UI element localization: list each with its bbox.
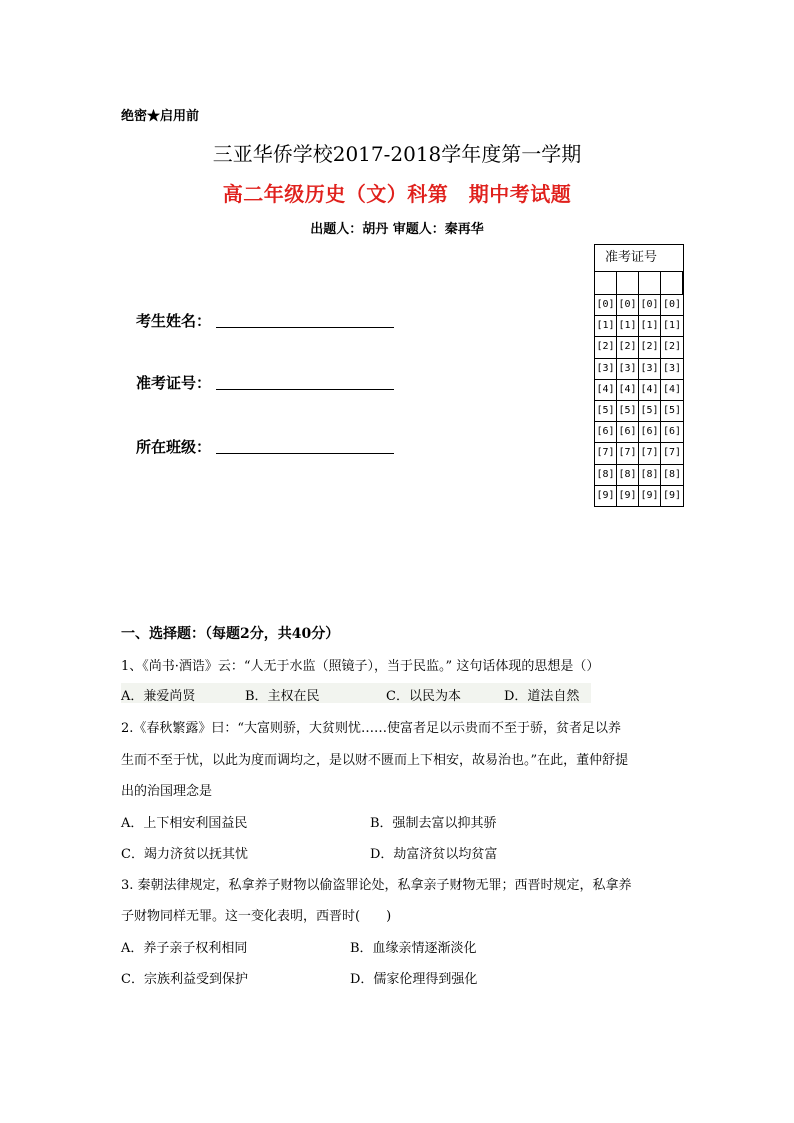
digit-bubble[interactable]: [2] bbox=[617, 336, 639, 357]
question-3-text-line-1: 3. 秦朝法律规定，私拿养子财物以偷盗罪论处，私拿亲子财物无罪；西晋时规定，私拿养 bbox=[121, 878, 632, 893]
digit-bubble[interactable]: [1] bbox=[617, 315, 639, 336]
admission-number-field[interactable] bbox=[216, 389, 394, 390]
digit-bubble[interactable]: [2] bbox=[639, 336, 661, 357]
digit-bubble[interactable]: [0] bbox=[639, 294, 661, 315]
digit-bubble[interactable]: [8] bbox=[595, 464, 617, 485]
question-3-text-line-2: 子财物同样无罪。这一变化表明，西晋时( ) bbox=[121, 909, 392, 924]
question-2-option-c[interactable]: C．竭力济贫以抚其忧 bbox=[121, 847, 248, 862]
digit-bubble[interactable]: [5] bbox=[617, 400, 639, 421]
digit-bubble[interactable]: [3] bbox=[661, 358, 683, 379]
digit-entry-cell[interactable] bbox=[595, 272, 617, 294]
class-field[interactable] bbox=[216, 453, 394, 454]
class-label: 所在班级： bbox=[136, 438, 212, 456]
digit-bubble[interactable]: [3] bbox=[617, 358, 639, 379]
question-1-option-a[interactable]: A．兼爱尚贤 bbox=[121, 689, 196, 704]
digit-entry-cell[interactable] bbox=[639, 272, 661, 294]
digit-bubble[interactable]: [4] bbox=[595, 379, 617, 400]
question-3-option-c[interactable]: C．宗族利益受到保护 bbox=[121, 972, 248, 987]
digit-bubble[interactable]: [3] bbox=[639, 358, 661, 379]
admission-grid-body bbox=[595, 272, 683, 506]
digit-bubble[interactable]: [1] bbox=[639, 315, 661, 336]
question-2-text-line-3: 出的治国理念是 bbox=[121, 784, 213, 799]
digit-bubble[interactable]: [0] bbox=[595, 294, 617, 315]
digit-bubble[interactable]: [0] bbox=[617, 294, 639, 315]
digit-bubble[interactable]: [9] bbox=[661, 485, 683, 506]
admission-number-label: 准考证号： bbox=[136, 374, 212, 392]
digit-entry-cell[interactable] bbox=[661, 272, 683, 294]
digit-bubble[interactable]: [1] bbox=[661, 315, 683, 336]
digit-bubble[interactable]: [9] bbox=[617, 485, 639, 506]
digit-bubble[interactable]: [0] bbox=[661, 294, 683, 315]
digit-bubble[interactable]: [2] bbox=[661, 336, 683, 357]
school-title: 三亚华侨学校2017-2018学年度第一学期 bbox=[212, 142, 582, 166]
section-heading: 一、选择题：（每题2分，共40分） bbox=[121, 626, 340, 642]
digit-bubble[interactable]: [9] bbox=[595, 485, 617, 506]
question-1-option-d[interactable]: D．道法自然 bbox=[504, 689, 580, 704]
digit-entry-cell[interactable] bbox=[617, 272, 639, 294]
question-2-option-d[interactable]: D．劫富济贫以均贫富 bbox=[370, 847, 498, 862]
digit-bubble[interactable]: [7] bbox=[617, 442, 639, 463]
digit-bubble[interactable]: [8] bbox=[639, 464, 661, 485]
authors-line: 出题人：胡丹 审题人：秦再华 bbox=[310, 222, 484, 237]
admission-grid-title: 准考证号 bbox=[595, 245, 683, 272]
digit-bubble[interactable]: [7] bbox=[595, 442, 617, 463]
question-1-option-c[interactable]: C．以民为本 bbox=[386, 689, 461, 704]
digit-bubble[interactable]: [7] bbox=[661, 442, 683, 463]
digit-bubble[interactable]: [9] bbox=[639, 485, 661, 506]
digit-bubble[interactable]: [8] bbox=[661, 464, 683, 485]
question-2-text-line-2: 生而不至于忧，以此为度而调均之，是以财不匮而上下相安，故易治也。”在此，董仲舒提 bbox=[121, 753, 629, 768]
digit-bubble[interactable]: [2] bbox=[595, 336, 617, 357]
digit-bubble[interactable]: [6] bbox=[661, 421, 683, 442]
digit-bubble[interactable]: [6] bbox=[595, 421, 617, 442]
question-3-option-a[interactable]: A．养子亲子权利相同 bbox=[121, 941, 248, 956]
digit-bubble[interactable]: [5] bbox=[639, 400, 661, 421]
question-2-option-b[interactable]: B．强制去富以抑其骄 bbox=[370, 816, 497, 831]
admission-number-grid bbox=[594, 244, 684, 507]
question-3-option-d[interactable]: D．儒家伦理得到强化 bbox=[350, 972, 478, 987]
digit-bubble[interactable]: [3] bbox=[595, 358, 617, 379]
digit-bubble[interactable]: [7] bbox=[639, 442, 661, 463]
question-1-option-b[interactable]: B．主权在民 bbox=[245, 689, 320, 704]
question-3-option-b[interactable]: B．血缘亲情逐渐淡化 bbox=[350, 941, 477, 956]
exam-title: 高二年级历史（文）科第 期中考试题 bbox=[222, 182, 572, 206]
digit-bubble[interactable]: [5] bbox=[595, 400, 617, 421]
digit-bubble[interactable]: [4] bbox=[661, 379, 683, 400]
digit-bubble[interactable]: [6] bbox=[639, 421, 661, 442]
digit-bubble[interactable]: [6] bbox=[617, 421, 639, 442]
question-2-option-a[interactable]: A．上下相安利国益民 bbox=[121, 816, 248, 831]
digit-bubble[interactable]: [1] bbox=[595, 315, 617, 336]
digit-bubble[interactable]: [5] bbox=[661, 400, 683, 421]
name-label: 考生姓名： bbox=[136, 312, 212, 330]
secret-mark: 绝密★启用前 bbox=[121, 109, 200, 124]
question-2-text-line-1: 2.《春秋繁露》曰：“大富则骄，大贫则忧……使富者足以示贵而不至于骄，贫者足以养 bbox=[121, 721, 622, 736]
digit-bubble[interactable]: [8] bbox=[617, 464, 639, 485]
question-1-text: 1、《尚书·酒诰》云：“人无于水监（照镜子），当于民监。” 这句话体现的思想是（） bbox=[121, 659, 600, 674]
digit-bubble[interactable]: [4] bbox=[617, 379, 639, 400]
digit-bubble[interactable]: [4] bbox=[639, 379, 661, 400]
name-field[interactable] bbox=[216, 327, 394, 328]
